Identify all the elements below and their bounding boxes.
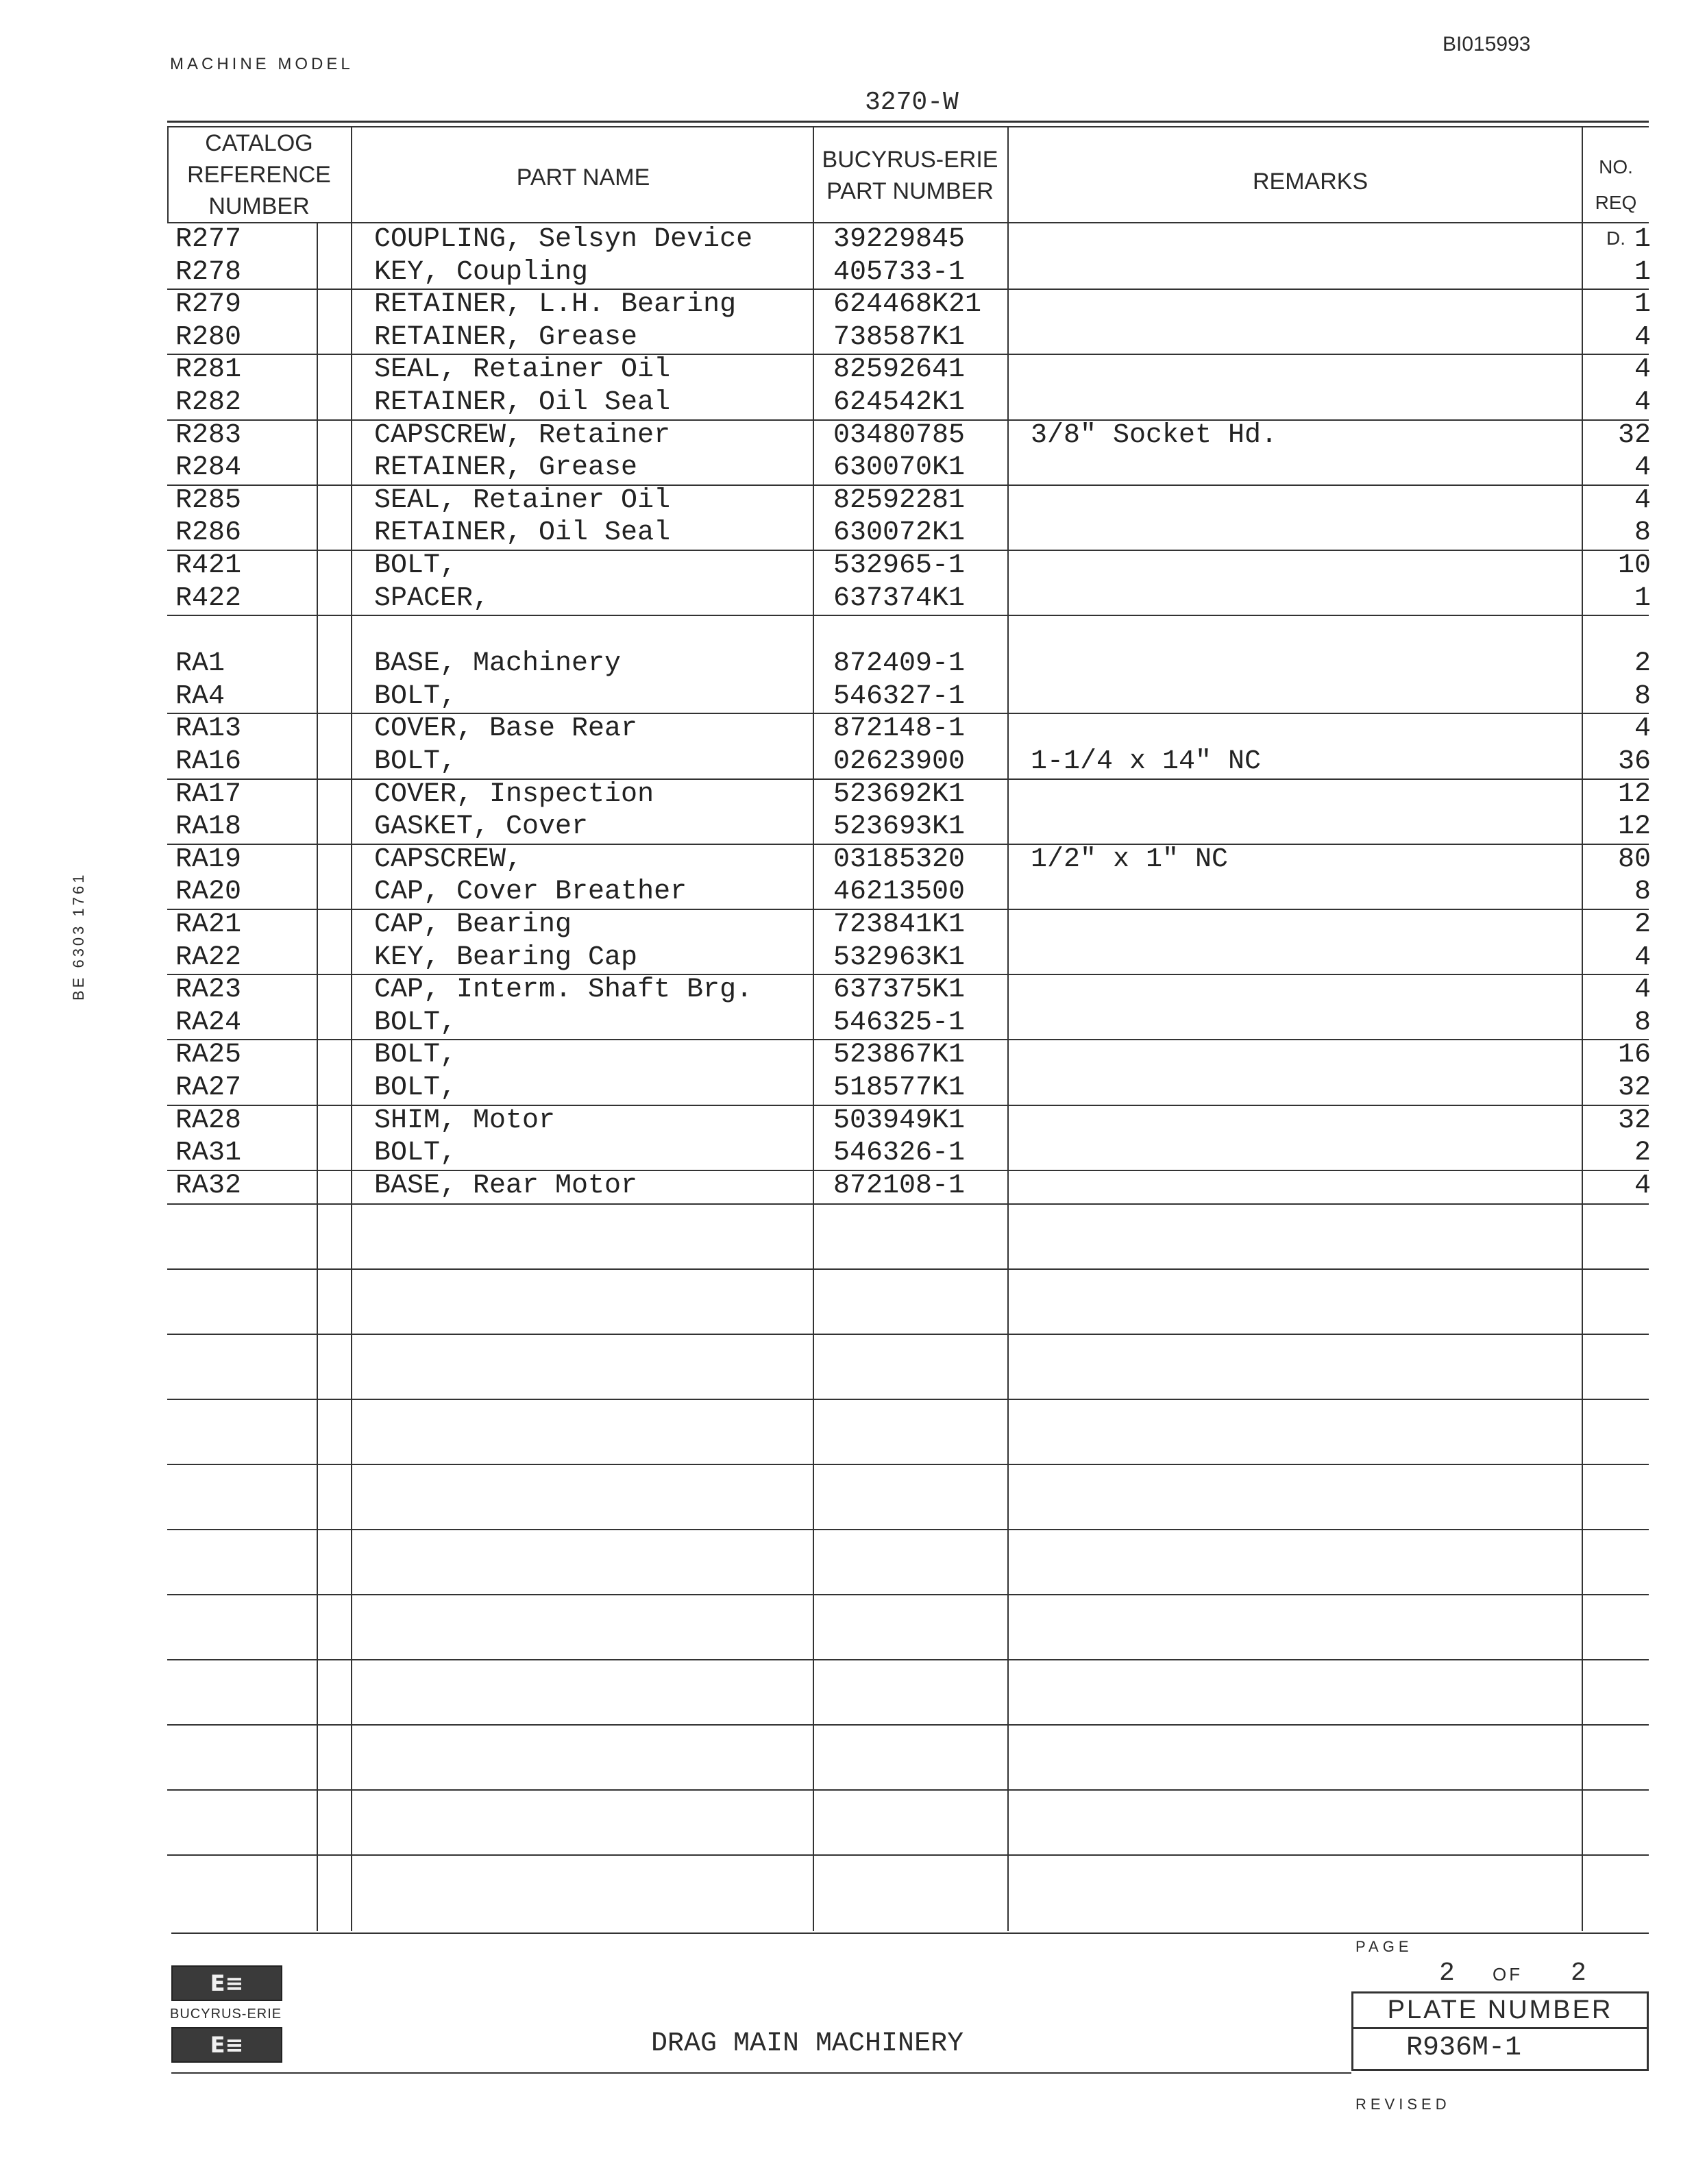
row-part-number: 82592281 xyxy=(833,484,966,516)
row-part-number: 02623900 xyxy=(833,746,966,777)
blank-row-line xyxy=(167,1399,1649,1400)
row-part-name: BOLT, xyxy=(374,1138,457,1169)
row-ref: RA24 xyxy=(175,1007,242,1038)
table-top-border-inner xyxy=(167,126,1649,127)
logo-mark-icon: E≡ xyxy=(210,2032,244,2058)
row-qty: 12 xyxy=(1617,811,1651,843)
row-qty: 4 xyxy=(1634,354,1651,386)
table-top-border xyxy=(167,121,1649,123)
row-qty: 4 xyxy=(1634,1170,1651,1201)
row-part-name: SEAL, Retainer Oil xyxy=(374,354,671,386)
row-ref: RA23 xyxy=(175,974,242,1006)
row-qty: 4 xyxy=(1634,974,1651,1006)
row-ref: RA21 xyxy=(175,909,242,940)
row-part-name: RETAINER, Grease xyxy=(374,452,638,484)
row-part-number: 637374K1 xyxy=(833,582,966,614)
column-header-part-number: BUCYRUS-ERIE PART NUMBER xyxy=(822,147,998,204)
row-remarks: 1-1/4 x 14" NC xyxy=(1031,746,1262,777)
row-part-name: GASKET, Cover xyxy=(374,811,589,843)
row-qty: 2 xyxy=(1634,909,1651,940)
row-part-number: 546325-1 xyxy=(833,1007,966,1038)
row-part-number: 546327-1 xyxy=(833,680,966,712)
row-ref: RA17 xyxy=(175,778,242,810)
row-ref: RA20 xyxy=(175,876,242,908)
row-part-name: BOLT, xyxy=(374,1040,457,1071)
row-part-name: RETAINER, Grease xyxy=(374,321,638,353)
column-header-ref: CATALOG REFERENCE NUMBER xyxy=(187,130,331,219)
row-ref: RA19 xyxy=(175,844,242,875)
row-part-name: BOLT, xyxy=(374,1007,457,1038)
footer-top-line xyxy=(171,1933,1649,1934)
row-part-number: 523692K1 xyxy=(833,778,966,810)
document-id: BI015993 xyxy=(1443,33,1531,56)
row-part-name: COVER, Base Rear xyxy=(374,713,638,745)
row-ref: R284 xyxy=(175,452,242,484)
plate-box-divider xyxy=(1351,2027,1649,2029)
row-ref: R422 xyxy=(175,582,242,614)
row-part-name: BOLT, xyxy=(374,746,457,777)
logo-text: BUCYRUS-ERIE xyxy=(170,2007,282,2022)
row-part-number: 872148-1 xyxy=(833,713,966,745)
row-qty: 4 xyxy=(1634,321,1651,353)
row-ref: R285 xyxy=(175,484,242,516)
row-ref: RA31 xyxy=(175,1138,242,1169)
row-qty: 10 xyxy=(1617,550,1651,581)
row-ref: R282 xyxy=(175,387,242,418)
page-number: 2 xyxy=(1439,1959,1455,1988)
row-ref: R278 xyxy=(175,256,242,288)
blank-row-line xyxy=(167,1268,1649,1270)
row-part-name: COVER, Inspection xyxy=(374,778,654,810)
row-qty: 4 xyxy=(1634,452,1651,484)
header-bottom-border xyxy=(167,222,1649,223)
row-part-number: 46213500 xyxy=(833,876,966,908)
row-ref: R421 xyxy=(175,550,242,581)
row-ref: RA27 xyxy=(175,1072,242,1103)
form-number: BE 6303 1761 xyxy=(70,872,87,1001)
row-qty: 4 xyxy=(1634,484,1651,516)
row-ref: R279 xyxy=(175,289,242,321)
row-qty: 2 xyxy=(1634,648,1651,680)
row-part-number: 624542K1 xyxy=(833,387,966,418)
row-ref: RA18 xyxy=(175,811,242,843)
row-part-name: BOLT, xyxy=(374,1072,457,1103)
blank-row-line xyxy=(167,1529,1649,1530)
row-qty: 32 xyxy=(1617,419,1651,451)
row-part-name: CAP, Bearing xyxy=(374,909,572,940)
page-of-label: OF xyxy=(1493,1964,1523,1985)
row-part-number: 518577K1 xyxy=(833,1072,966,1103)
row-part-name: SEAL, Retainer Oil xyxy=(374,484,671,516)
row-part-number: 637375K1 xyxy=(833,974,966,1006)
bucyrus-erie-logo-bottom xyxy=(171,2027,282,2063)
col-line-left xyxy=(167,126,169,222)
row-ref: R286 xyxy=(175,517,242,549)
bucyrus-erie-logo-top xyxy=(171,1965,282,2001)
row-part-name: BASE, Rear Motor xyxy=(374,1170,638,1201)
row-ref: RA13 xyxy=(175,713,242,745)
row-qty: 36 xyxy=(1617,746,1651,777)
row-part-number: 03480785 xyxy=(833,419,966,451)
page-label: PAGE xyxy=(1355,1938,1413,1955)
blank-row-line xyxy=(167,1334,1649,1335)
row-qty: 8 xyxy=(1634,517,1651,549)
row-ref: R280 xyxy=(175,321,242,353)
row-part-name: KEY, Coupling xyxy=(374,256,589,288)
row-ref: R283 xyxy=(175,419,242,451)
machine-model-value: 3270-W xyxy=(865,88,959,117)
blank-row-line xyxy=(167,1854,1649,1856)
machine-model-label: MACHINE MODEL xyxy=(170,55,354,73)
blank-row-line xyxy=(167,1789,1649,1791)
row-qty: 1 xyxy=(1634,256,1651,288)
drawing-title: DRAG MAIN MACHINERY xyxy=(651,2028,964,2059)
row-part-number: 523693K1 xyxy=(833,811,966,843)
row-part-name: BOLT, xyxy=(374,550,457,581)
col-line-ref-sub xyxy=(317,222,318,1931)
row-part-name: CAPSCREW, Retainer xyxy=(374,419,671,451)
row-qty: 1 xyxy=(1634,224,1651,255)
row-part-name: CAP, Cover Breather xyxy=(374,876,687,908)
logo-mark-icon: E≡ xyxy=(210,1970,244,1996)
row-qty: 4 xyxy=(1634,942,1651,973)
blank-row-line xyxy=(167,1724,1649,1726)
row-qty: 8 xyxy=(1634,876,1651,908)
row-part-number: 523867K1 xyxy=(833,1040,966,1071)
row-qty: 2 xyxy=(1634,1138,1651,1169)
column-header-remarks: REMARKS xyxy=(1253,169,1368,195)
row-part-name: RETAINER, Oil Seal xyxy=(374,387,671,418)
blank-row-line xyxy=(167,1203,1649,1205)
row-ref: RA16 xyxy=(175,746,242,777)
plate-number-label: PLATE NUMBER xyxy=(1387,1996,1613,2024)
row-ref: RA1 xyxy=(175,648,225,680)
row-part-number: 723841K1 xyxy=(833,909,966,940)
row-ref: RA32 xyxy=(175,1170,242,1201)
row-qty: 32 xyxy=(1617,1105,1651,1136)
row-qty: 16 xyxy=(1617,1040,1651,1071)
row-part-number: 532963K1 xyxy=(833,942,966,973)
row-part-name: CAPSCREW, xyxy=(374,844,523,875)
row-part-number: 630070K1 xyxy=(833,452,966,484)
row-part-name: RETAINER, L.H. Bearing xyxy=(374,289,737,321)
row-part-number: 546326-1 xyxy=(833,1138,966,1169)
row-qty: 4 xyxy=(1634,713,1651,745)
row-part-name: RETAINER, Oil Seal xyxy=(374,517,671,549)
row-ref: R281 xyxy=(175,354,242,386)
row-ref: R277 xyxy=(175,224,242,255)
row-qty: 8 xyxy=(1634,680,1651,712)
row-part-number: 630072K1 xyxy=(833,517,966,549)
row-qty: 80 xyxy=(1617,844,1651,875)
row-qty: 8 xyxy=(1634,1007,1651,1038)
page-total: 2 xyxy=(1571,1959,1586,1988)
row-part-number: 82592641 xyxy=(833,354,966,386)
row-qty: 12 xyxy=(1617,778,1651,810)
row-part-number: 624468K21 xyxy=(833,289,982,321)
blank-row-line xyxy=(167,1464,1649,1465)
column-header-qty: NO. REQ D. xyxy=(1595,156,1637,249)
row-part-number: 405733-1 xyxy=(833,256,966,288)
blank-row-line xyxy=(167,1659,1649,1660)
row-ref: RA28 xyxy=(175,1105,242,1136)
blank-row-line xyxy=(167,1594,1649,1595)
row-part-name: COUPLING, Selsyn Device xyxy=(374,224,753,255)
row-part-name: SHIM, Motor xyxy=(374,1105,556,1136)
revised-label: REVISED xyxy=(1355,2096,1451,2113)
row-separator xyxy=(167,615,1649,616)
row-ref: RA25 xyxy=(175,1040,242,1071)
row-part-number: 39229845 xyxy=(833,224,966,255)
row-part-number: 503949K1 xyxy=(833,1105,966,1136)
plate-number-value: R936M-1 xyxy=(1406,2033,1522,2063)
row-ref: RA22 xyxy=(175,942,242,973)
row-part-name: BASE, Machinery xyxy=(374,648,622,680)
row-part-name: BOLT, xyxy=(374,680,457,712)
row-remarks: 3/8" Socket Hd. xyxy=(1031,419,1278,451)
row-qty: 4 xyxy=(1634,387,1651,418)
row-part-name: SPACER, xyxy=(374,582,490,614)
row-qty: 32 xyxy=(1617,1072,1651,1103)
row-part-number: 532965-1 xyxy=(833,550,966,581)
row-ref: RA4 xyxy=(175,680,225,712)
row-part-number: 872409-1 xyxy=(833,648,966,680)
row-part-number: 738587K1 xyxy=(833,321,966,353)
row-remarks: 1/2" x 1" NC xyxy=(1031,844,1229,875)
row-part-name: CAP, Interm. Shaft Brg. xyxy=(374,974,753,1006)
row-qty: 1 xyxy=(1634,582,1651,614)
footer-bottom-line xyxy=(171,2072,1351,2074)
row-part-name: KEY, Bearing Cap xyxy=(374,942,638,973)
row-part-number: 03185320 xyxy=(833,844,966,875)
row-part-number: 872108-1 xyxy=(833,1170,966,1201)
row-qty: 1 xyxy=(1634,289,1651,321)
column-header-part-name: PART NAME xyxy=(516,164,650,191)
